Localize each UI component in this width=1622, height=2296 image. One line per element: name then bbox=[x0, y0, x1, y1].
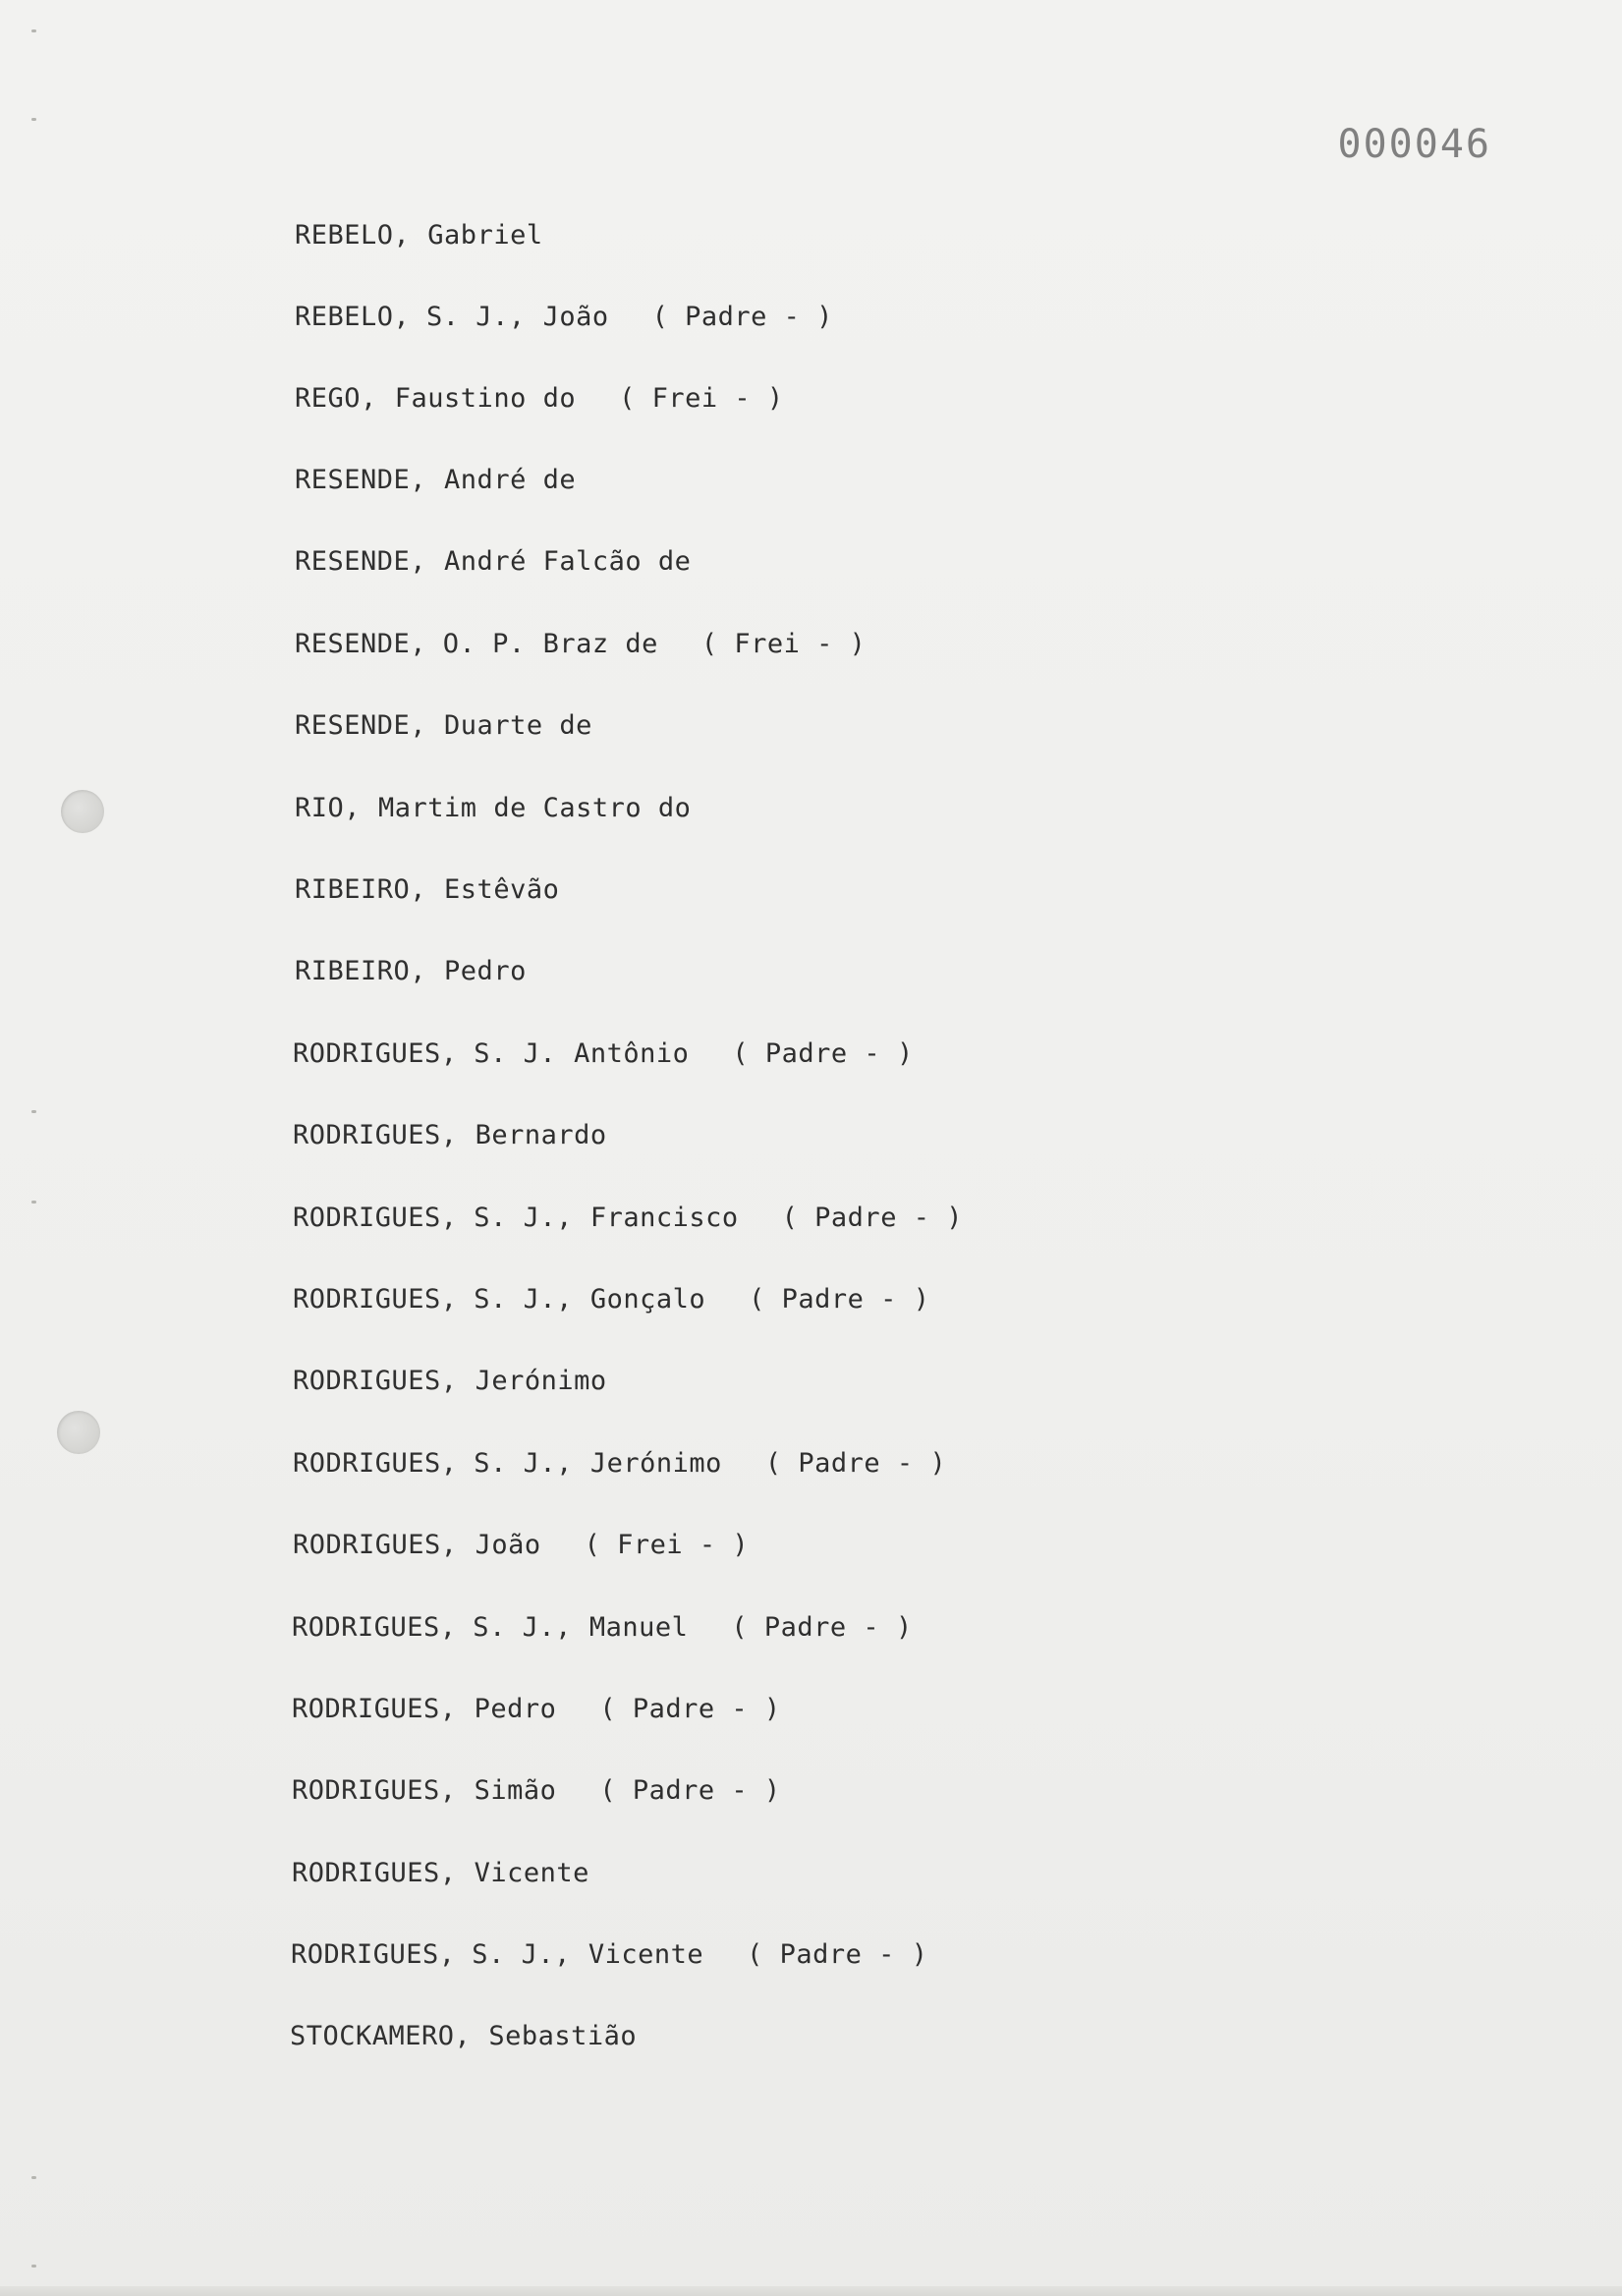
entry-surname: REGO, bbox=[295, 383, 377, 414]
entry-surname: RIBEIRO, bbox=[295, 874, 427, 905]
entry-title: ( Padre - ) bbox=[781, 1203, 963, 1233]
entry-given-name: Simão bbox=[474, 1775, 557, 1806]
entry-given-name: Martim de Castro do bbox=[378, 793, 692, 823]
list-item bbox=[295, 625, 866, 664]
list-item bbox=[293, 1116, 650, 1155]
entry-given-name: Vicente bbox=[587, 1939, 704, 1970]
entry-given-name: Gonçalo bbox=[589, 1284, 706, 1315]
list-item bbox=[295, 379, 784, 419]
entry-surname: RESENDE, O. P. bbox=[295, 629, 526, 659]
entry-surname: RODRIGUES, bbox=[292, 1858, 457, 1888]
list-item bbox=[293, 1526, 749, 1565]
entry-surname: RODRIGUES, bbox=[293, 1120, 458, 1150]
entry-title: ( Padre - ) bbox=[732, 1038, 914, 1069]
entry-given-name: Duarte de bbox=[444, 710, 592, 741]
entry-title: ( Padre - ) bbox=[731, 1612, 913, 1643]
list-item bbox=[292, 1771, 781, 1811]
entry-surname: RODRIGUES, bbox=[293, 1366, 458, 1396]
list-item bbox=[293, 1035, 914, 1074]
entry-title: ( Padre - ) bbox=[747, 1939, 928, 1970]
entry-given-name: Estêvão bbox=[444, 874, 560, 905]
entry-given-name: Pedro bbox=[474, 1694, 557, 1724]
entry-surname: RODRIGUES, S. J., bbox=[293, 1203, 573, 1233]
entry-surname: RODRIGUES, bbox=[292, 1775, 457, 1806]
entry-surname: RODRIGUES, bbox=[292, 1694, 457, 1724]
entry-surname: RODRIGUES, S. J., bbox=[291, 1939, 571, 1970]
entry-title: ( Padre - ) bbox=[764, 1448, 947, 1479]
entry-surname: RODRIGUES, S. J., bbox=[292, 1612, 572, 1643]
entry-title: ( Padre - ) bbox=[599, 1775, 781, 1806]
entry-surname: RODRIGUES, S. J., bbox=[293, 1284, 573, 1315]
entry-surname: RODRIGUES, bbox=[293, 1530, 458, 1560]
entry-given-name: João bbox=[542, 302, 609, 332]
entry-given-name: Jerónimo bbox=[589, 1448, 722, 1479]
entry-surname: REBELO, S. J., bbox=[295, 302, 526, 332]
entry-given-name: Gabriel bbox=[427, 220, 543, 251]
entry-given-name: André de bbox=[444, 465, 577, 495]
entry-surname: RIO, bbox=[295, 793, 362, 823]
list-item bbox=[295, 298, 833, 337]
entry-given-name: Vicente bbox=[474, 1858, 589, 1888]
entry-surname: RESENDE, bbox=[295, 465, 427, 495]
entry-given-name: Bernardo bbox=[475, 1120, 607, 1150]
entry-given-name: João bbox=[475, 1530, 541, 1560]
entry-title: ( Frei - ) bbox=[700, 629, 867, 659]
list-item bbox=[295, 542, 734, 582]
entry-given-name: André Falcão de bbox=[444, 546, 692, 577]
list-item bbox=[295, 216, 587, 255]
list-item bbox=[295, 870, 602, 910]
list-item bbox=[293, 1199, 963, 1238]
page-bottom-edge bbox=[0, 2286, 1622, 2296]
entry-given-name: Faustino do bbox=[394, 383, 577, 414]
entry-surname: STOCKAMERO, bbox=[290, 2021, 472, 2051]
list-item bbox=[295, 789, 734, 828]
list-item bbox=[293, 1362, 650, 1401]
list-item bbox=[295, 461, 619, 500]
list-item bbox=[292, 1854, 633, 1893]
entry-surname: RIBEIRO, bbox=[295, 956, 427, 986]
list-item bbox=[292, 1608, 913, 1648]
entry-given-name: Francisco bbox=[589, 1203, 739, 1233]
entry-given-name: Sebastião bbox=[488, 2021, 638, 2051]
list-item bbox=[295, 952, 570, 991]
entry-given-name: Pedro bbox=[444, 956, 527, 986]
entry-title: ( Padre - ) bbox=[599, 1694, 781, 1724]
entry-surname: RODRIGUES, S. J., bbox=[293, 1448, 573, 1479]
list-item bbox=[293, 1444, 946, 1484]
entry-given-name: Antônio bbox=[574, 1038, 690, 1069]
entry-surname: REBELO, bbox=[295, 220, 411, 251]
list-item bbox=[295, 706, 636, 746]
entry-surname: RODRIGUES, S. J. bbox=[293, 1038, 557, 1069]
entry-title: ( Frei - ) bbox=[619, 383, 784, 414]
entry-given-name: Braz de bbox=[542, 629, 658, 659]
entry-title: ( Padre - ) bbox=[749, 1284, 930, 1315]
entry-title: ( Frei - ) bbox=[584, 1530, 750, 1560]
entry-title: ( Padre - ) bbox=[651, 302, 833, 332]
list-item bbox=[291, 1935, 927, 1975]
page-number: 000046 bbox=[1337, 122, 1491, 167]
entry-surname: RESENDE, bbox=[295, 546, 427, 577]
list-item bbox=[292, 1690, 781, 1729]
entry-surname: RESENDE, bbox=[295, 710, 427, 741]
list-item bbox=[293, 1280, 929, 1319]
entry-given-name: Jerónimo bbox=[475, 1366, 607, 1396]
list-item bbox=[290, 2017, 680, 2056]
entry-given-name: Manuel bbox=[588, 1612, 689, 1643]
